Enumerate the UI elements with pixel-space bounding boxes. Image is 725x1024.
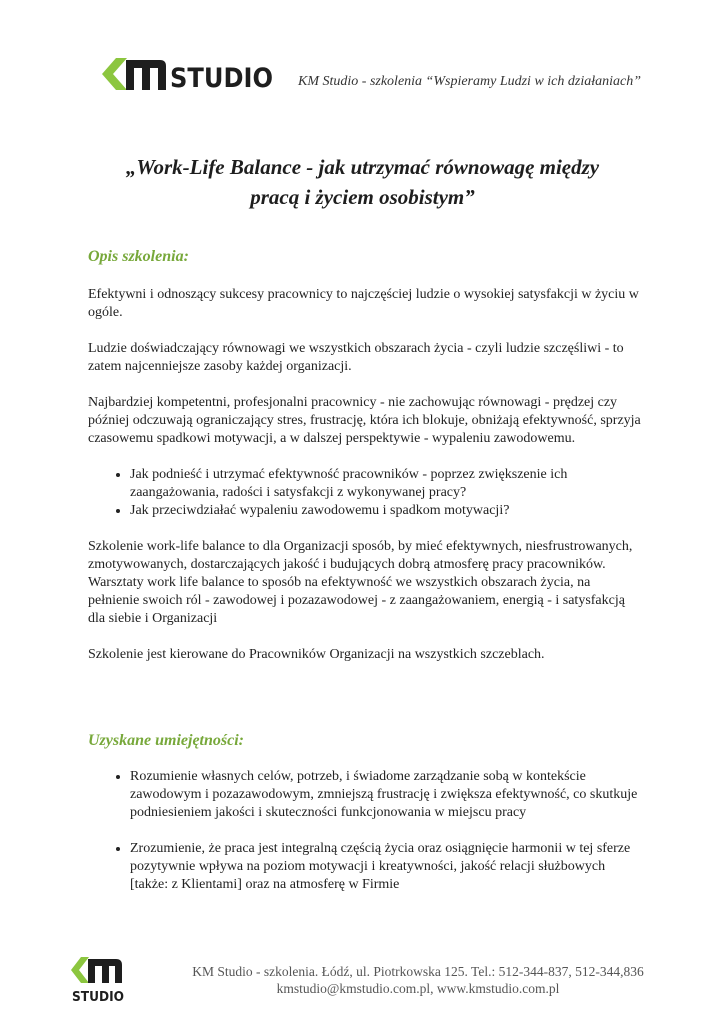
title-line-2: pracą i życiem osobistym” [250,185,475,209]
section-heading-skills: Uzyskane umiejętności: [88,732,244,749]
paragraph: Najbardziej kompetentni, profesjonalni pracownicy - nie zachowując równowagi - prędzej czy później odczuwają ograniczający stres, frustrację, która ich blokuje, obniżają efektywność, sprzyja czasowemu spadkowi motywacji, a w dalszej perspektywie - wypaleniu zawodowemu. [88,395,641,446]
km-studio-logo [100,56,275,92]
paragraph: Efektywni i odnoszący sukcesy pracownicy to najczęściej ludzie o wysokiej satysfakcji w życiu w ogóle. [88,287,639,320]
logo-wordmark: STUDIO [170,63,273,92]
km-studio-logo-small [70,955,128,1005]
paragraph: Szkolenie jest kierowane do Pracowników Organizacji na wszystkich szczeblach. [88,647,545,662]
section-heading-description: Opis szkolenia: [88,248,189,265]
title-line-1: „Work-Life Balance - jak utrzymać równowagę między [125,155,600,179]
footer-address: KM Studio - szkolenia. Łódź, ul. Piotrkowska 125. Tel.: 512-344-837, 512-344,836 [192,964,644,979]
page-header [100,56,680,96]
list-item: • Rozumienie własnych celów, potrzeb, i świadome zarządzanie sobą w kontekście zawodowym i pozazawodowym, zmniejszą frustrację i zwiększa efektywność, co skutkuje podniesieniem jakości i skuteczności funkcjonowania w miejscu pracy [130,768,643,822]
header-tagline: KM Studio - szkolenia “Wspieramy Ludzi w ich działaniach” [298,74,641,89]
document-body [88,248,643,912]
list-item: • Zrozumienie, że praca jest integralną częścią życia oraz osiągnięcie harmonii w tej sferze pozytywnie wpływa na poziom motywacji i kreatywności, jakość relacji służbowych [także: z Klientami] oraz na atmosferę w Firmie [130,840,643,894]
footer-contact [178,963,658,997]
footer-email-web: kmstudio@kmstudio.com.pl, www.kmstudio.com.pl [276,981,560,996]
question-list [88,466,643,520]
paragraph: Szkolenie work-life balance to dla Organizacji sposób, by mieć efektywnych, niesfrustrowanych, zmotywowanych, dostarczających jakość i budujących dobrą atmosferę pracy pracowników. Warsztaty work life balance to sposób na efektywność we wszystkich obszarach życia, na pełnienie swoich ról - zawodowej i pozazawodowej - z zaangażowaniem, energią - i satysfakcją dla siebie i Organizacji [88,539,633,626]
document-title [80,152,645,212]
list-item: • Jak przeciwdziałać wypaleniu zawodowemu i spadkom motywacji? [130,502,643,520]
skills-list [88,768,643,894]
logo-wordmark-small: STUDIO [72,990,124,1005]
paragraph: Ludzie doświadczający równowagi we wszystkich obszarach życia - czyli ludzie szczęśliwi - to zatem najcenniejsze zasoby każdej organizacji. [88,341,624,374]
list-item: • Jak podnieść i utrzymać efektywność pracowników - poprzez zwiększenie ich zaangażowania, radości i satysfakcji z wykonywanej pracy? [130,466,643,502]
page-footer [70,955,660,1005]
